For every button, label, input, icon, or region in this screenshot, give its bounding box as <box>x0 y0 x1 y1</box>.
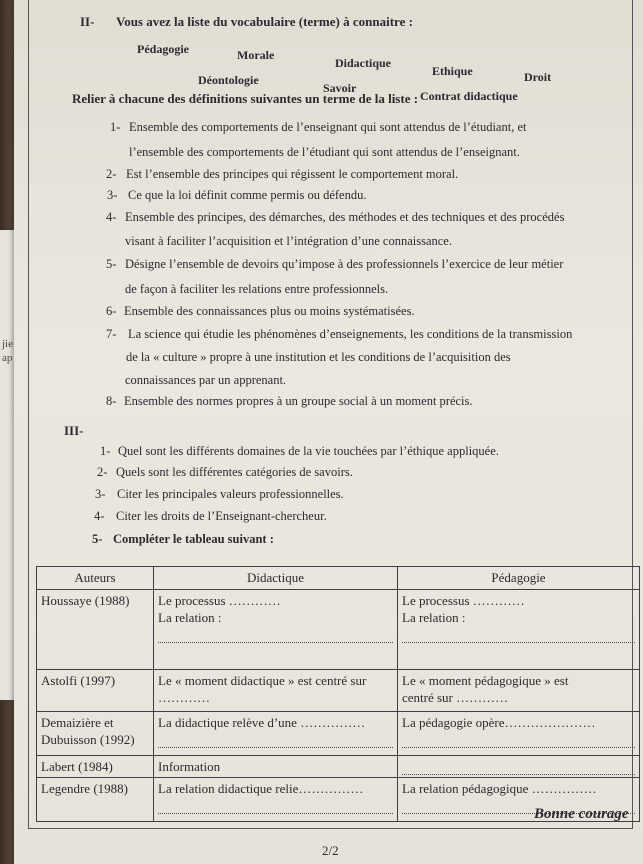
section-2-heading: Vous avez la liste du vocabulaire (terme) à connaitre : <box>116 14 413 29</box>
vocab-term: Pédagogie <box>137 42 189 56</box>
vocab-term: Contrat didactique <box>420 89 518 103</box>
cell-line: La pédagogie opère………………… <box>402 715 596 730</box>
question-text: Citer les principales valeurs professionnelles. <box>117 487 344 501</box>
table-header: Didactique <box>154 567 398 590</box>
definition-number: 5- <box>106 257 117 271</box>
question-text: Quel sont les différents domaines de la vie touchées par l’éthique appliquée. <box>118 444 499 458</box>
answer-blank[interactable] <box>402 760 635 775</box>
cell-line: ………… <box>158 690 210 705</box>
didactique-cell <box>154 712 398 756</box>
definition-text: l’ensemble des comportements de l’étudiant qui sont attendus de l’enseignant. <box>129 145 520 159</box>
definition-text: La science qui étudie les phénomènes d’enseignements, les conditions de la transmission <box>128 327 573 341</box>
table-header: Auteurs <box>37 567 154 590</box>
didactique-cell <box>154 590 398 670</box>
question-text: Quels sont les différentes catégories de savoirs. <box>116 465 353 479</box>
definition-number: 2- <box>106 167 117 181</box>
definition-text: connaissances par un apprenant. <box>125 373 287 387</box>
author-cell: Legendre (1988) <box>37 778 154 822</box>
didactique-cell <box>154 756 398 778</box>
question-number: 1- <box>100 444 111 458</box>
pedagogie-cell <box>398 590 640 670</box>
answer-blank[interactable] <box>402 733 635 748</box>
didactique-cell <box>154 670 398 712</box>
definition-text: Désigne l’ensemble de devoirs qu’impose à des professionnels l’exercice de leur métier <box>125 257 564 271</box>
cell-line: Le « moment didactique » est centré sur <box>158 673 367 688</box>
closing-text: Bonne courage <box>534 806 629 822</box>
comparison-table <box>36 566 640 822</box>
cell-line: La relation pédagogique …………… <box>402 781 597 796</box>
definition-text: Ensemble des normes propres à un groupe social à un moment précis. <box>124 394 473 408</box>
definition-number: 6- <box>106 304 117 318</box>
cell-line: La relation didactique relie…………… <box>158 781 364 796</box>
pedagogie-cell <box>398 670 640 712</box>
definition-number: 3- <box>107 188 118 202</box>
definition-text: de la « culture » propre à une institution et les conditions de l’acquisition des <box>126 350 511 364</box>
answer-blank[interactable] <box>402 628 635 643</box>
definition-text: Ensemble des comportements de l’enseignant qui sont attendus de l’étudiant, et <box>129 120 527 134</box>
question-number: 4- <box>94 509 105 523</box>
vocab-term: Droit <box>524 70 552 84</box>
cell-line: Le « moment pédagogique » est <box>402 673 569 688</box>
vocab-term: Didactique <box>335 56 392 70</box>
section-2-instruction: Relier à chacune des définitions suivantes un terme de la liste : <box>72 91 419 106</box>
cell-line: La didactique relève d’une …………… <box>158 715 366 730</box>
pedagogie-cell <box>398 712 640 756</box>
pedagogie-cell <box>398 756 640 778</box>
author-cell: Demaizière et Dubuisson (1992) <box>37 712 154 756</box>
author-cell: Houssaye (1988) <box>37 590 154 670</box>
answer-blank[interactable] <box>158 799 393 814</box>
definition-text: Ensemble des principes, des démarches, des méthodes et des techniques et des procédés <box>125 210 565 224</box>
author-cell: Labert (1984) <box>37 756 154 778</box>
definition-text: Est l’ensemble des principes qui régissent le comportement moral. <box>126 167 459 181</box>
question-number: 3- <box>95 487 106 501</box>
table-header-row <box>37 567 640 590</box>
cell-line: centré sur ………… <box>402 690 509 705</box>
table-row <box>37 756 640 778</box>
vocab-term: Déontologie <box>198 73 259 87</box>
definition-number: 8- <box>106 394 117 408</box>
cell-line: La relation : <box>158 610 222 625</box>
definition-text: Ce que la loi définit comme permis ou défendu. <box>128 188 367 202</box>
cell-line: Le processus ………… <box>402 593 525 608</box>
definition-number: 7- <box>106 327 117 341</box>
margin-fragment: ap <box>2 352 13 364</box>
question-number: 2- <box>97 465 108 479</box>
cell-line: Information <box>158 759 221 774</box>
vocab-term: Ethique <box>432 64 473 78</box>
cell-line: La relation : <box>402 610 466 625</box>
definition-text: de façon à faciliter les relations entre professionnels. <box>125 282 389 296</box>
definition-text: Ensemble des connaissances plus ou moins systématisées. <box>124 304 415 318</box>
answer-blank[interactable] <box>158 628 393 643</box>
cell-line: Le processus ………… <box>158 593 281 608</box>
answer-blank[interactable] <box>158 733 393 748</box>
page-number: 2/2 <box>322 843 339 858</box>
question-number: 5- <box>92 532 103 546</box>
table-header: Pédagogie <box>398 567 640 590</box>
definition-number: 4- <box>106 210 117 224</box>
author-cell: Astolfi (1997) <box>37 670 154 712</box>
section-2-number: II- <box>80 14 95 29</box>
margin-fragment: jie <box>2 338 13 350</box>
table-row <box>37 712 640 756</box>
vocab-term: Savoir <box>323 81 357 95</box>
vocab-term: Morale <box>237 48 275 62</box>
question-text: Citer les droits de l’Enseignant-chercheur. <box>116 509 327 523</box>
definition-text: visant à faciliter l’acquisition et l’intégration d’une connaissance. <box>125 234 452 248</box>
question-text: Compléter le tableau suivant : <box>113 532 274 546</box>
didactique-cell <box>154 778 398 822</box>
section-3-number: III- <box>64 423 84 438</box>
definition-number: 1- <box>110 120 121 134</box>
table-row <box>37 590 640 670</box>
table-row <box>37 670 640 712</box>
